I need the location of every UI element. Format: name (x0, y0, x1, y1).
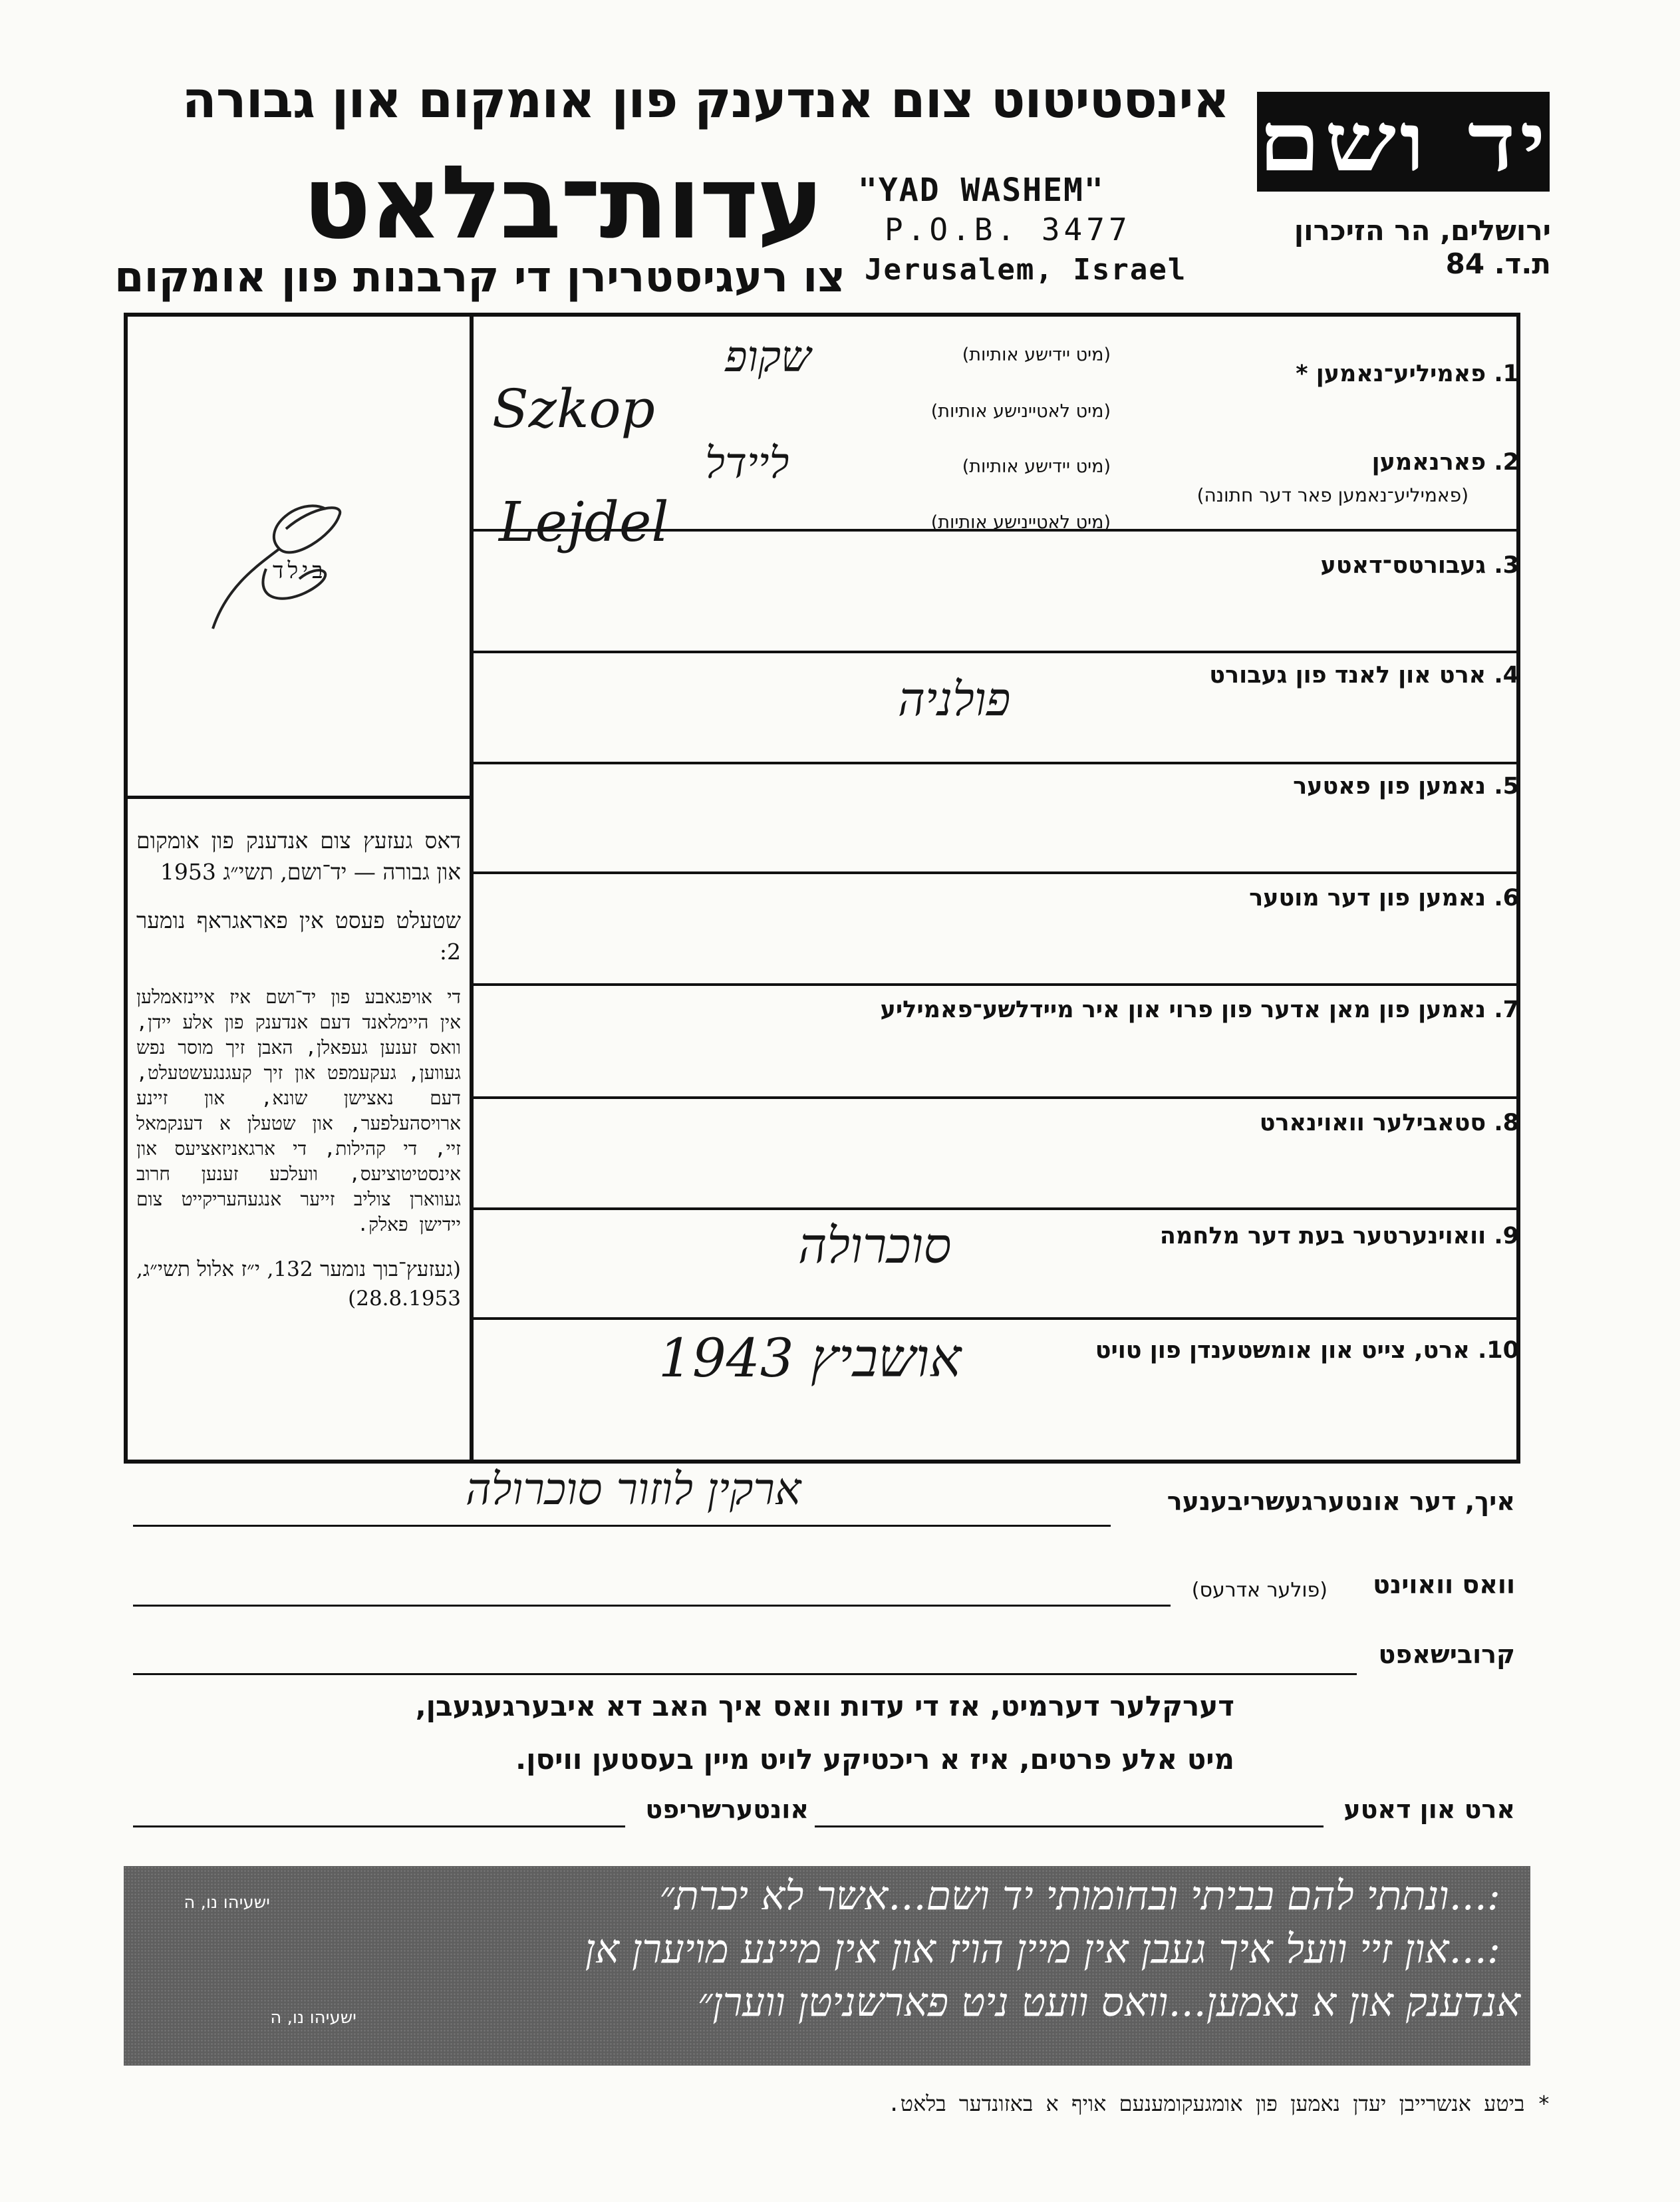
field-1-sub-yiddish: (מיט יידישע אותיות) (962, 345, 1111, 365)
banner-quote-1: :...ונתתי להם בביתי ובחומותי יד ושם...אשר לא יכרת״ (659, 1873, 1500, 1919)
page-subtitle: צו רעגיסטרירן די קרבנות פון אומקום (114, 253, 845, 302)
field-10-label: 10. ארט, צייט און אומשטענדן פון טויט (1095, 1337, 1519, 1364)
address-note: (פולער אדרעס) (1191, 1579, 1328, 1602)
field-9-label: 9. וואוינערטער בעת דער מלחמה (1159, 1223, 1519, 1249)
photo-label: בילד (273, 557, 327, 584)
place-date-line[interactable] (815, 1825, 1324, 1827)
field-8-label: 8. סטאבילער וואוינארט (1259, 1110, 1519, 1136)
law-note-p3: די אויפגאבע פון יד־ושם איז איינזאמלען אין היימלאנד דעם אנדענק פון אלע יידן, וואס זענען געפאלן, האבן זיך מוסר נפש געווען, געקעמפט און זיך קעגנגעשטעלט, דעם נאצישן שונא, און זיינע ארויסהעלפער, און שטעלן א דענקמאל זיי, די קהילות, די ארגאניזאציעס און אינסטיטוציעס, וועלכע זענען חרוב געווארן צוליב זייער אנגעהעריקייט צום יידישן פאלק. (136, 986, 461, 1235)
banner-quote-3: אנדענק און א נאמען...וואס וועט ניט פארשניטן ווערן״ (697, 1979, 1520, 2026)
law-note (136, 825, 461, 1331)
banner-quote-1-source: ישעיהו נו, ה (184, 1893, 270, 1913)
row-divider (474, 983, 1516, 986)
row-divider (474, 871, 1516, 874)
declaration-line-1: דערקלער דערמיט, אז די עדות וואס איך האב דא איבערגעגעבן, (415, 1690, 1234, 1722)
field-2-sub-yiddish: (מיט יידישע אותיות) (962, 456, 1111, 477)
field-10-value[interactable]: אושביץ 1943 (658, 1327, 962, 1389)
row-divider (474, 651, 1516, 653)
field-2-label-note: (פאמיליע־נאמען פאר דער חתונה) (1196, 484, 1469, 506)
signature-line[interactable] (133, 1825, 625, 1827)
submitter-name-value[interactable]: ארקין לוזור סוכרולה (466, 1464, 801, 1515)
field-1-value-latin[interactable]: Szkop (492, 378, 655, 440)
field-1-label: 1. פאמיליע־נאמען * (1296, 361, 1519, 387)
banner-quote-3-source: ישעיהו נו, ה (270, 2008, 356, 2028)
page-title: עדות־בלאט (302, 144, 822, 261)
relation-line[interactable] (133, 1673, 1357, 1675)
frame-divider (470, 313, 474, 1464)
field-9-value[interactable]: סוכרולה (798, 1217, 952, 1275)
submitter-name-label: איך, דער אונטערגעשריבענער (1167, 1487, 1515, 1516)
law-note-ref: (געזעץ־בוך נומער 132, י״ז אלול תשי״ג, 28.8.1953) (136, 1257, 461, 1311)
law-note-p1: דאס געזעץ צום אנדענק פון אומקום און גבורה — יד־ושם, תשי״ג 1953 (136, 828, 461, 885)
photo-box-divider (124, 796, 472, 799)
declaration-line-2: מיט אלע פרטים, איז א ריכטיקע לויט מיין בעסטען וויסן. (515, 1743, 1234, 1776)
field-2-value-yiddish[interactable]: ליידל (705, 439, 789, 488)
field-7-label: 7. נאמען פון מאן אדער פון פרוי און איר מיידלשע־פאמיליע (880, 997, 1519, 1023)
org-city: Jerusalem, Israel (865, 253, 1187, 287)
field-4-label: 4. ארט און לאנד פון געבורט (1209, 662, 1519, 689)
address-label: וואס וואוינט (1373, 1570, 1515, 1599)
row-divider (474, 1096, 1516, 1099)
field-2-label: 2. פארנאמען (1371, 449, 1519, 476)
org-latin-name: "YAD WASHEM" (858, 172, 1105, 209)
banner-quote-2: :...און זיי וועל איך געבן אין מיין הויז און אין מיינע מויערן אן (585, 1926, 1500, 1972)
institute-name: אינסטיטוט צום אנדענק פון אומקום און גבורה (182, 70, 1229, 129)
field-3-label: 3. געבורטס־דאטע (1320, 552, 1519, 579)
yad-vashem-logo: יד ושם (1257, 92, 1550, 192)
hebrew-address-line-2: ת.ד. 84 (1445, 247, 1551, 280)
field-2-sub-latin: (מיט לאטיינישע אותיות) (930, 512, 1111, 533)
field-1-sub-latin: (מיט לאטיינישע אותיות) (930, 401, 1111, 422)
field-1-value-yiddish[interactable]: שקופ (725, 333, 811, 382)
submitter-name-line (133, 1525, 1111, 1527)
field-2-value-latin[interactable]: Lejdel (499, 491, 669, 554)
hebrew-address-line-1: ירושלים, הר הזיכרון (1294, 214, 1551, 247)
row-divider (474, 1317, 1516, 1320)
field-6-label: 6. נאמען פון דער מוטער (1249, 885, 1519, 911)
address-line[interactable] (133, 1605, 1171, 1607)
law-note-p2: שטעלט פעסט אין פאראגראף נומער 2: (136, 907, 461, 965)
place-date-label: ארט און דאטע (1343, 1795, 1515, 1824)
field-4-value[interactable]: פולניה (898, 672, 1011, 726)
org-pob: P.O.B. 3477 (885, 212, 1131, 247)
relation-label: קרובישאפט (1378, 1640, 1515, 1669)
signature-label: אונטערשריפט (645, 1795, 809, 1824)
footnote: * ביטע אנשרייבן יעדן נאמען פון אומגעקומענעם אויף א באזונדער בלאט. (887, 2091, 1550, 2116)
field-5-label: 5. נאמען פון פאטער (1293, 773, 1519, 800)
row-divider (474, 762, 1516, 764)
row-divider (474, 1207, 1516, 1210)
